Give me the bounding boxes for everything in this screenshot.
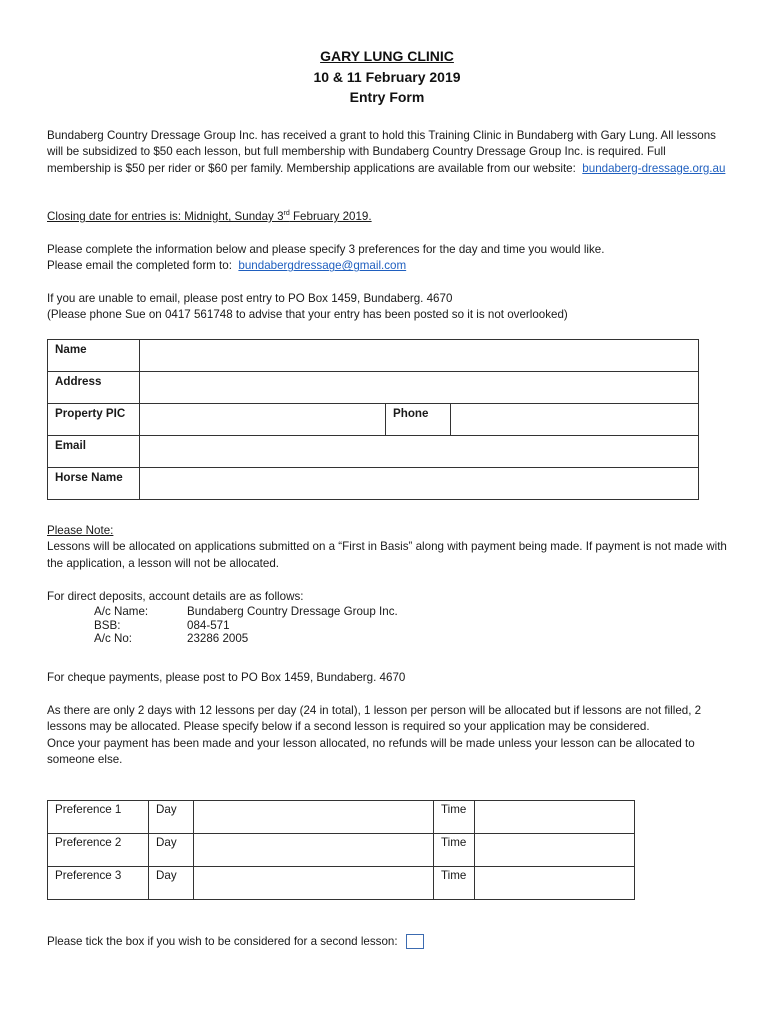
second-lesson-checkbox[interactable] [406, 934, 424, 949]
form-subtitle: Entry Form [349, 89, 425, 105]
closing-prefix: Closing date for entries is: Midnight, Sunday 3 [47, 210, 284, 223]
closing-date [47, 209, 727, 225]
clinic-title: GARY LUNG CLINIC [320, 48, 454, 64]
email-label: Email [48, 436, 140, 468]
instructions [47, 242, 727, 275]
pref-day-field[interactable] [194, 834, 434, 867]
instructions-line2: Please email the completed form to: [47, 259, 232, 273]
pref-time-field[interactable] [475, 834, 635, 867]
bsb-value: 084-571 [187, 618, 230, 632]
cheque-text: For cheque payments, please post to PO Box 1459, Bundaberg. 4670 [47, 671, 406, 684]
closing-sup: rd [283, 210, 290, 218]
horse-name-label: Horse Name [48, 468, 140, 500]
preferences-table [47, 800, 635, 900]
pref-label: Preference 2 [48, 834, 149, 867]
pref-label: Preference 1 [48, 801, 149, 834]
pref-time-label: Time [434, 834, 475, 867]
lessons-text: As there are only 2 days with 12 lessons per day (24 in total), 1 lesson per person will be allocated but if lessons are not filled, 2 lessons may be allocated. Please specify below if a second lesson is required so your application may be considered. [47, 704, 702, 734]
table-row [48, 340, 699, 372]
closing-suffix: February 2019. [289, 210, 372, 223]
cheque-payments [47, 670, 727, 686]
pref-day-field[interactable] [194, 801, 434, 834]
tick-text: Please tick the box if you wish to be considered for a second lesson: [47, 935, 398, 948]
horse-name-field[interactable] [140, 468, 699, 500]
acno-value: 23286 2005 [187, 632, 249, 646]
address-field[interactable] [140, 372, 699, 404]
acname-label: A/c Name: [94, 605, 149, 619]
acname-value: Bundaberg Country Dressage Group Inc. [187, 605, 398, 619]
post-line2: (Please phone Sue on 0417 561748 to advise that your entry has been posted so it is not overlooked) [47, 308, 568, 322]
table-row [48, 404, 699, 436]
post-instructions [47, 291, 727, 324]
title-block [47, 46, 727, 108]
please-note [47, 523, 727, 572]
pref-time-label: Time [434, 867, 475, 900]
phone-field[interactable] [451, 404, 699, 436]
table-row [48, 468, 699, 500]
acno-label: A/c No: [94, 632, 133, 646]
deposit-details [47, 589, 727, 645]
instructions-line1: Please complete the information below and please specify 3 preferences for the day and time you would like. [47, 243, 605, 256]
table-row [48, 834, 635, 867]
address-label: Address [48, 372, 140, 404]
pref-day-field[interactable] [194, 867, 434, 900]
intro-text: Bundaberg Country Dressage Group Inc. has received a grant to hold this Training Clinic in Bundaberg with Gary Lung. All lessons will be subsidized to $50 each lesson, but full membership with Bundaberg Country Dressage Group Inc. is required. Full membership is $50 per rider or $60 per family. Membership applications are available from our website: [47, 129, 716, 175]
note-text: Lessons will be allocated on applications submitted on a “First in Basis” along with payment being made. If payment is not made with the application, a lesson will not be allocated. [47, 540, 727, 570]
pref-time-field[interactable] [475, 867, 635, 900]
deposit-intro: For direct deposits, account details are as follows: [47, 590, 304, 603]
pref-day-label: Day [149, 801, 194, 834]
refund-text: Once your payment has been made and your lesson allocated, no refunds will be made unless your lesson can be allocated to someone else. [47, 736, 695, 767]
pref-time-field[interactable] [475, 801, 635, 834]
email-link[interactable]: bundabergdressage@gmail.com [238, 259, 407, 273]
pref-time-label: Time [434, 801, 475, 834]
property-pic-field[interactable] [140, 404, 386, 436]
website-link[interactable]: bundaberg-dressage.org.au [582, 161, 726, 175]
table-row [48, 867, 635, 900]
intro-paragraph [47, 128, 727, 177]
note-heading: Please Note: [47, 524, 114, 537]
name-label: Name [48, 340, 140, 372]
pref-day-label: Day [149, 867, 194, 900]
post-line1: If you are unable to email, please post entry to PO Box 1459, Bundaberg. 4670 [47, 292, 453, 305]
table-row [48, 801, 635, 834]
email-field[interactable] [140, 436, 699, 468]
table-row [48, 436, 699, 468]
pref-day-label: Day [149, 834, 194, 867]
entry-details-table [47, 339, 699, 500]
bsb-label: BSB: [94, 618, 121, 632]
clinic-dates: 10 & 11 February 2019 [313, 68, 461, 85]
property-pic-label: Property PIC [48, 404, 140, 436]
second-lesson-tick [47, 934, 727, 950]
lesson-allocation [47, 703, 727, 769]
table-row [48, 372, 699, 404]
phone-label: Phone [386, 404, 451, 436]
pref-label: Preference 3 [48, 867, 149, 900]
name-field[interactable] [140, 340, 699, 372]
